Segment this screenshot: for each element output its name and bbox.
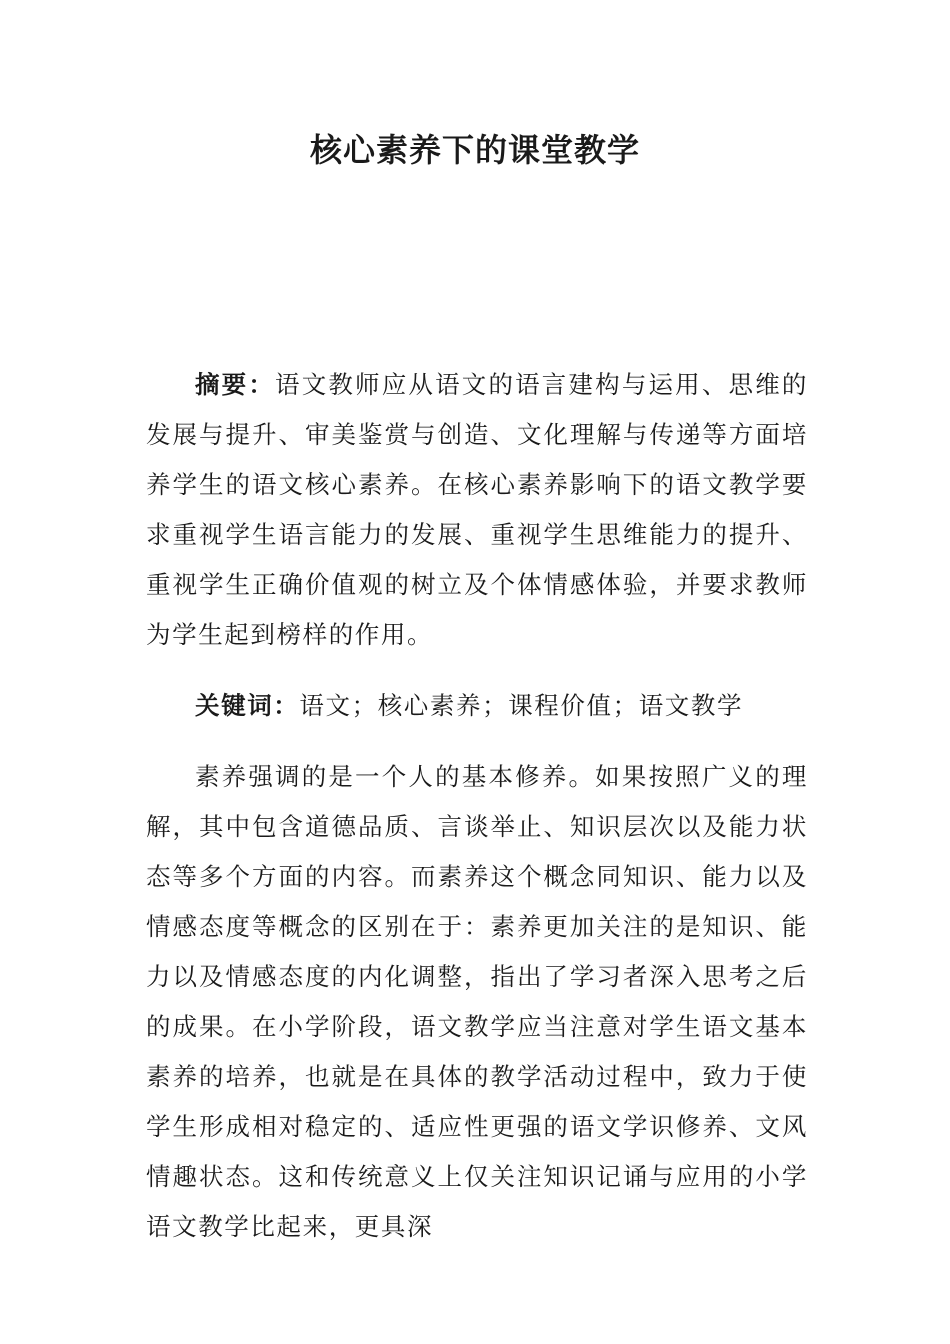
keywords-text: 语文；核心素养；课程价值；语文教学 (299, 691, 744, 720)
document-title: 核心素养下的课堂教学 (309, 131, 640, 169)
keywords-label: 关键词： (195, 691, 300, 720)
abstract-paragraph (146, 360, 808, 660)
abstract-text: 语文教师应从语文的语言建构与运用、思维的发展与提升、审美鉴赏与创造、文化理解与传递等方面培养学生的语文核心素养。在核心素养影响下的语文教学要求重视学生语言能力的发展、重视学生思维能力的提升、重视学生正确价值观的树立及个体情感体验，并要求教师为学生起到榜样的作用。 (146, 370, 808, 649)
body-paragraph-1: 素养强调的是一个人的基本修养。如果按照广义的理解，其中包含道德品质、言谈举止、知识层次以及能力状态等多个方面的内容。而素养这个概念同知识、能力以及情感态度等概念的区别在于：素养更加关注的是知识、能力以及情感态度的内化调整，指出了学习者深入思考之后的成果。在小学阶段，语文教学应当注意对学生语文基本素养的培养，也就是在具体的教学活动过程中，致力于使学生形成相对稳定的、适应性更强的语文学识修养、文风情趣状态。这和传统意义上仅关注知识记诵与应用的小学语文教学比起来，更具深 (146, 762, 808, 1241)
abstract-label: 摘要： (195, 370, 276, 399)
keywords-paragraph (146, 681, 808, 731)
